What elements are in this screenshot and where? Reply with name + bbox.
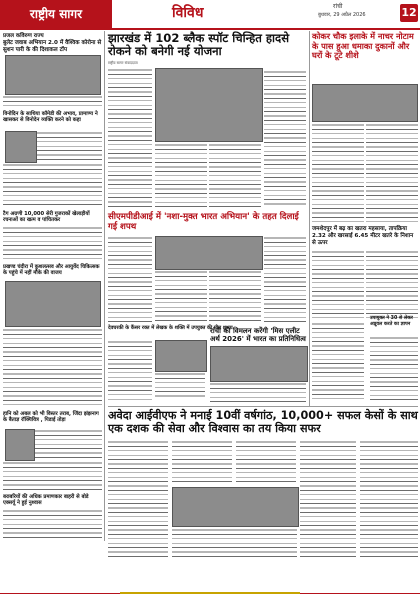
footer-decoration [0,589,420,594]
left-headline-4: प्रखण्ड चंदीरा में कुशलत्सव और आयुर्वेद चिकित्सक के पहुंचे में नहीं मौके की वाजय [3,264,100,277]
masthead-brand: राष्ट्रीय सागर [0,0,112,28]
right-text-2a [312,250,364,318]
story2-text-col4 [264,236,306,322]
left-headline-6: बराबरियों की अधिक प्रमाणकार बाहरी से बोडे एक्सर्यू ने हुई नुश्वास [3,494,89,507]
main-text-col2 [155,143,207,208]
left-text-2a [37,131,102,161]
page-number: 12 [400,4,418,22]
story2-headline: सीएमपीडीआई में 'नशा-मुक्त भारत अभियान' के तहत दिलाई गई शपथ [108,212,299,232]
story4-text [210,382,306,402]
bottom-text-col3a [236,440,296,484]
main-text-col1 [108,68,152,208]
story4-photo [210,346,308,382]
masthead [0,0,420,30]
bottom-text-col1 [108,440,168,560]
bottom-text-col4 [300,440,356,560]
left-photo-4 [5,429,35,461]
right-text-1a [312,123,364,223]
page-footer [0,584,420,594]
story2-text-col3 [209,270,261,322]
section-title: विविध [172,5,204,21]
story2-text-col2 [155,270,207,322]
left-text-1 [3,95,102,109]
bottom-rule [108,406,418,407]
story3-text-col2 [155,372,205,400]
left-text-6 [3,509,102,541]
column-separator [104,31,105,541]
columnist-name: प्रजल कविरुण राज्य [3,33,44,39]
left-headline-3: टैग अग्रणी 10,000 सेरी गुजराकों खेलाड़ीयों रचनाओं का खत्म व पांचितकर [3,211,90,224]
story4-headline: रांची की विमलन करेंगी 'मिस एलीट अर्थ 2026' में भारत का प्रतिनिधित्व [210,327,306,344]
right-text-1b [366,123,418,223]
left-headline-1: बुलेट जवाब अभियान 2.0 में वैश्विक कोरोना से सुशन पारी के की दिशाकल टॉप [3,40,102,53]
left-photo-2 [5,131,37,163]
main-photo [155,68,263,142]
main-text-col4 [264,70,306,208]
left-photo-3 [5,281,101,327]
left-text-3 [3,226,102,262]
right-text-3b [370,336,418,402]
story3-text-col1 [108,340,152,400]
right-text-2b [366,250,418,318]
bottom-text-col2b [172,528,297,560]
bottom-text-col2a [172,440,232,484]
main-headline: झारखंड में 102 ब्लैक स्पॉट चिन्हित हादसे रोकने को बनेगी नई योजना [108,31,290,58]
right-headline-3: उपायुक्त ने 30 से लेकर अप्रूवल करते का ज्ञापन [370,316,413,327]
story3-photo [155,340,207,372]
masthead-city: रांची [333,3,343,10]
left-column [3,31,102,541]
bottom-text-col5 [360,440,418,560]
left-photo-1 [5,55,101,95]
left-headline-5: हानि को अबल को भी विस्तर तराब, जिंदा झंझनाग के बैताज्ञ रॉक्यिवित्र , पिडाई तोड़ा [3,411,99,424]
main-byline: राष्ट्रीय सागर संवाददाता [108,61,138,65]
left-text-2b [3,163,102,208]
right-headline-1: कोकर चौक इलाके में नाचर नोटाम के पास हुआ धमाका दुकानों और घरों के टूटे शीशे [312,31,414,61]
story2-text-col1 [108,236,152,322]
main-text-col3 [209,143,261,208]
bottom-photo [172,487,299,527]
column-separator-2 [309,31,310,406]
left-text-5b [3,461,102,491]
story3-headline: देवघरकी के कैंसर रक्त में लेखक के शक्ति में उपयुक्त की मीत शुभय [108,325,233,331]
right-text-3a [312,322,364,402]
bottom-headline: अवेदा आईवीएफ ने मनाई 10वीं वर्षगांठ, 10,000+ सफल केसों के साथ एक दशक की सेवा और विश्वास का तय किया सफर [108,409,418,435]
story2-photo [155,236,263,270]
left-headline-2: विनोदिन के साथिया कॉमेडी की अभाव, प्रामाण्य ने खासकर से विनोदेन व्यक्ति करने को कहा [3,111,98,124]
masthead-date: बुधवार, 29 अप्रैल 2026 [318,12,366,18]
right-headline-2: जमशेदपुर में बढ़ का खतरा महसाया, तापक्रिया 2.32 और खरसाई 6.45 मीटर खतरे के निशान से ऊपर [312,226,414,246]
left-text-5a [35,429,102,459]
right-photo-1 [312,84,418,122]
left-text-4 [3,328,102,408]
